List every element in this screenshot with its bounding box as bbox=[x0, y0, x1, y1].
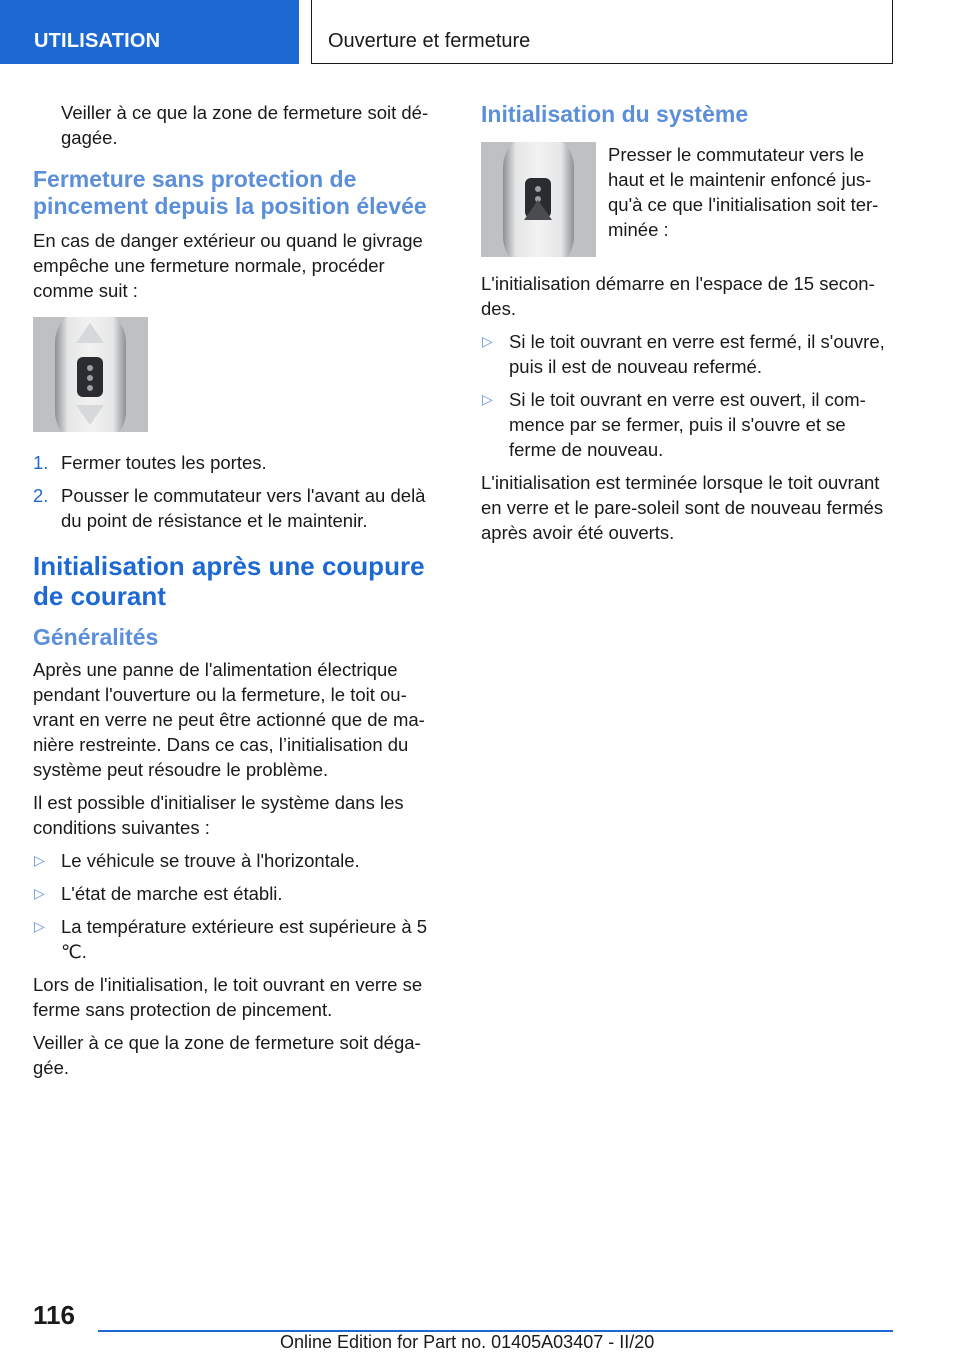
steps-list bbox=[33, 450, 438, 533]
list-item: ▷ Si le toit ouvrant en verre est fermé, il s'ouvre, puis il est de nouveau refermé. bbox=[482, 331, 885, 377]
heading-no-pinch-protection: Fermeture sans protection de pincement depuis la position élevée bbox=[33, 166, 427, 219]
heading-general: Généralités bbox=[33, 624, 159, 650]
list-item: ▷ Le véhicule se trouve à l'horizontale. bbox=[34, 850, 360, 871]
triangle-bullet-icon: ▷ bbox=[482, 333, 493, 349]
heading-system-initialisation: Initialisation du système bbox=[481, 101, 749, 127]
chapter-tab bbox=[311, 0, 893, 64]
list-item: ▷ Si le toit ouvrant en verre est ouvert, il commence par se fermer, puis il s'ouvre et se ferme de nouveau. bbox=[482, 389, 866, 460]
paragraph: Il est possible d'initialiser le système dans les conditions suivantes : bbox=[33, 792, 404, 838]
step-text: Fermer toutes les portes. bbox=[61, 452, 267, 473]
left-column bbox=[33, 100, 438, 1088]
triangle-bullet-icon: ▷ bbox=[482, 391, 493, 407]
arrow-down-icon bbox=[76, 405, 104, 425]
list-item: ▷ La température extérieure est supérieure à 5 ℃. bbox=[34, 916, 428, 962]
paragraph: Veiller à ce que la zone de fermeture soit dégagée. bbox=[33, 1032, 421, 1078]
paragraph: Après une panne de l'alimentation électrique pendant l'ouverture ou la fermeture, le toit ouvrant en verre ne peut être actionné que de manière restreinte. Dans ce cas, l’initialisation du système peut résoudre le problème. bbox=[33, 659, 425, 780]
list-item bbox=[33, 450, 438, 475]
triangle-bullet-icon: ▷ bbox=[34, 918, 45, 934]
paragraph: L'initialisation démarre en l'espace de 15 secondes. bbox=[481, 273, 875, 319]
section-tab bbox=[0, 0, 299, 64]
triangle-bullet-icon: ▷ bbox=[34, 852, 45, 868]
arrow-up-icon bbox=[76, 323, 104, 343]
step-number: 2. bbox=[33, 485, 49, 506]
intro-text: Veiller à ce que la zone de fermeture soit dégagée. bbox=[61, 102, 429, 148]
switch-up-image bbox=[481, 142, 596, 257]
chapter-title: Ouverture et fermeture bbox=[328, 30, 531, 52]
section-title: UTILISATION bbox=[34, 30, 161, 52]
right-column bbox=[481, 100, 896, 553]
paragraph: En cas de danger extérieur ou quand le givrage empêche une fermeture normale, procéder comme suit : bbox=[33, 230, 423, 301]
edition-text: Online Edition for Part no. 01405A03407 - II/20 bbox=[280, 1332, 655, 1352]
instruction-text: Presser le commutateur vers le haut et le maintenir enfoncé jusqu'à ce que l'initialisation soit terminée : bbox=[608, 144, 879, 240]
paragraph: Lors de l'initialisation, le toit ouvrant en verre se ferme sans protection de pincement. bbox=[33, 974, 423, 1020]
page-number: 116 bbox=[33, 1300, 75, 1330]
step-text: Pousser le commutateur vers l'avant au delà du point de résistance et le maintenir. bbox=[61, 485, 426, 531]
roof-switch-icon bbox=[77, 357, 103, 397]
instruction-with-image bbox=[481, 142, 896, 257]
switch-forward-back-image bbox=[33, 317, 148, 432]
list-item: ▷ L'état de marche est établi. bbox=[34, 883, 283, 904]
conditions-list bbox=[33, 848, 438, 964]
arrow-up-icon bbox=[524, 200, 552, 220]
paragraph: L'initialisation est terminée lorsque le toit ouvrant en verre et le pare-soleil sont de nouveau fermés après avoir été ouverts. bbox=[481, 472, 884, 543]
step-number: 1. bbox=[33, 452, 49, 473]
heading-initialisation-after-power-loss: Initialisation après une coupure de courant bbox=[33, 551, 425, 611]
list-item bbox=[33, 483, 438, 533]
cases-list bbox=[481, 329, 896, 462]
triangle-bullet-icon: ▷ bbox=[34, 885, 45, 901]
